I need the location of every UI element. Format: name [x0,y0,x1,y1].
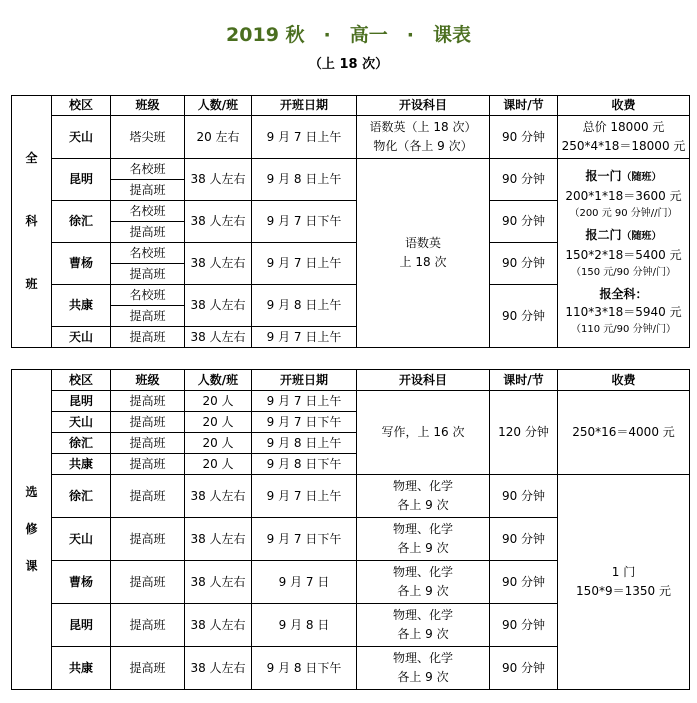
table-row [12,116,690,159]
subjects-cell: 物理、化学 各上 9 次 [357,518,490,561]
duration-cell: 90 分钟 [490,243,558,285]
page-subtitle: （上 18 次） [308,57,389,72]
size-cell: 38 人左右 [185,561,252,604]
duration-cell: 90 分钟 [490,647,558,690]
class-cell: 提高班 [111,306,185,327]
campus-cell: 昆明 [52,391,111,412]
start-cell: 9 月 7 日 [252,561,357,604]
start-cell: 9 月 7 日上午 [252,327,357,348]
shared-subjects-cell: 语数英 上 18 次 [357,159,490,348]
campus-cell: 天山 [52,412,111,433]
duration-cell: 90 分钟 [490,475,558,518]
table-row [12,391,690,412]
class-cell: 名校班 [111,159,185,180]
start-cell: 9 月 8 日下午 [252,647,357,690]
subjects-cell: 物理、化学 各上 9 次 [357,647,490,690]
class-cell: 提高班 [111,604,185,647]
size-cell: 20 左右 [185,116,252,159]
size-cell: 20 人 [185,391,252,412]
class-cell: 提高班 [111,433,185,454]
class-cell: 提高班 [111,180,185,201]
campus-cell: 共康 [52,454,111,475]
shared-fee-cell: 报一门（随班） 200*1*18＝3600 元 （200 元 90 分钟//门） 报二门（随班） 150*2*18＝5400 元 （150 元/90 分钟/门） 报全科： 110*3*18＝5940 元 （110 元/90 分钟/门） [558,159,690,348]
campus-cell: 共康 [52,285,111,327]
table-row [12,159,690,180]
start-cell: 9 月 7 日下午 [252,412,357,433]
page-title: 2019 秋 · 高一 · 课表 [226,24,471,46]
header-size: 人数/班 [185,370,252,391]
duration-cell: 90 分钟 [490,201,558,243]
start-cell: 9 月 8 日上午 [252,285,357,327]
size-cell: 38 人左右 [185,475,252,518]
start-cell: 9 月 7 日上午 [252,116,357,159]
section-label-full: 全 科 班 [12,96,52,348]
campus-cell: 徐汇 [52,201,111,243]
subjects-cell: 物理、化学 各上 9 次 [357,561,490,604]
start-cell: 9 月 8 日 [252,604,357,647]
writing-fee-cell: 250*16＝4000 元 [558,391,690,475]
size-cell: 38 人左右 [185,604,252,647]
size-cell: 20 人 [185,433,252,454]
class-cell: 名校班 [111,285,185,306]
class-cell: 提高班 [111,518,185,561]
class-cell: 提高班 [111,412,185,433]
class-cell: 塔尖班 [111,116,185,159]
duration-cell: 90 分钟 [490,285,558,348]
campus-cell: 徐汇 [52,475,111,518]
header-fee: 收费 [558,96,690,116]
header-class: 班级 [111,96,185,116]
size-cell: 38 人左右 [185,159,252,201]
header-fee: 收费 [558,370,690,391]
subjects-cell: 物理、化学 各上 9 次 [357,475,490,518]
start-cell: 9 月 8 日上午 [252,433,357,454]
subjects-cell: 语数英（上 18 次） 物化（各上 9 次） [357,116,490,159]
campus-cell: 天山 [52,327,111,348]
size-cell: 38 人左右 [185,285,252,327]
class-cell: 提高班 [111,475,185,518]
class-cell: 名校班 [111,243,185,264]
header-size: 人数/班 [185,96,252,116]
header-campus: 校区 [52,96,111,116]
elective-table [11,369,690,690]
class-cell: 提高班 [111,561,185,604]
class-cell: 提高班 [111,454,185,475]
campus-cell: 昆明 [52,159,111,201]
section-label-elective: 选 修 课 [12,370,52,690]
writing-duration-cell: 120 分钟 [490,391,558,475]
start-cell: 9 月 7 日上午 [252,243,357,285]
campus-cell: 共康 [52,647,111,690]
campus-cell: 曹杨 [52,243,111,285]
campus-cell: 昆明 [52,604,111,647]
size-cell: 20 人 [185,412,252,433]
size-cell: 38 人左右 [185,201,252,243]
writing-subjects-cell: 写作，上 16 次 [357,391,490,475]
start-cell: 9 月 8 日上午 [252,159,357,201]
header-start: 开班日期 [252,96,357,116]
science-fee-cell: 1 门 150*9＝1350 元 [558,475,690,690]
class-cell: 提高班 [111,647,185,690]
fee-cell: 总价 18000 元 250*4*18＝18000 元 [558,116,690,159]
duration-cell: 90 分钟 [490,604,558,647]
header-duration: 课时/节 [490,370,558,391]
header-campus: 校区 [52,370,111,391]
table-row [12,475,690,518]
size-cell: 38 人左右 [185,647,252,690]
start-cell: 9 月 7 日上午 [252,391,357,412]
class-cell: 提高班 [111,391,185,412]
duration-cell: 90 分钟 [490,561,558,604]
start-cell: 9 月 7 日上午 [252,475,357,518]
start-cell: 9 月 7 日下午 [252,201,357,243]
campus-cell: 天山 [52,116,111,159]
full-course-table [11,95,690,348]
duration-cell: 90 分钟 [490,159,558,201]
header-subjects: 开设科目 [357,96,490,116]
class-cell: 名校班 [111,201,185,222]
duration-cell: 90 分钟 [490,518,558,561]
campus-cell: 曹杨 [52,561,111,604]
header-start: 开班日期 [252,370,357,391]
start-cell: 9 月 7 日下午 [252,518,357,561]
class-cell: 提高班 [111,264,185,285]
header-class: 班级 [111,370,185,391]
size-cell: 38 人左右 [185,518,252,561]
campus-cell: 天山 [52,518,111,561]
header-subjects: 开设科目 [357,370,490,391]
header-duration: 课时/节 [490,96,558,116]
size-cell: 20 人 [185,454,252,475]
campus-cell: 徐汇 [52,433,111,454]
subjects-cell: 物理、化学 各上 9 次 [357,604,490,647]
size-cell: 38 人左右 [185,327,252,348]
duration-cell: 90 分钟 [490,116,558,159]
class-cell: 提高班 [111,327,185,348]
class-cell: 提高班 [111,222,185,243]
size-cell: 38 人左右 [185,243,252,285]
start-cell: 9 月 8 日下午 [252,454,357,475]
